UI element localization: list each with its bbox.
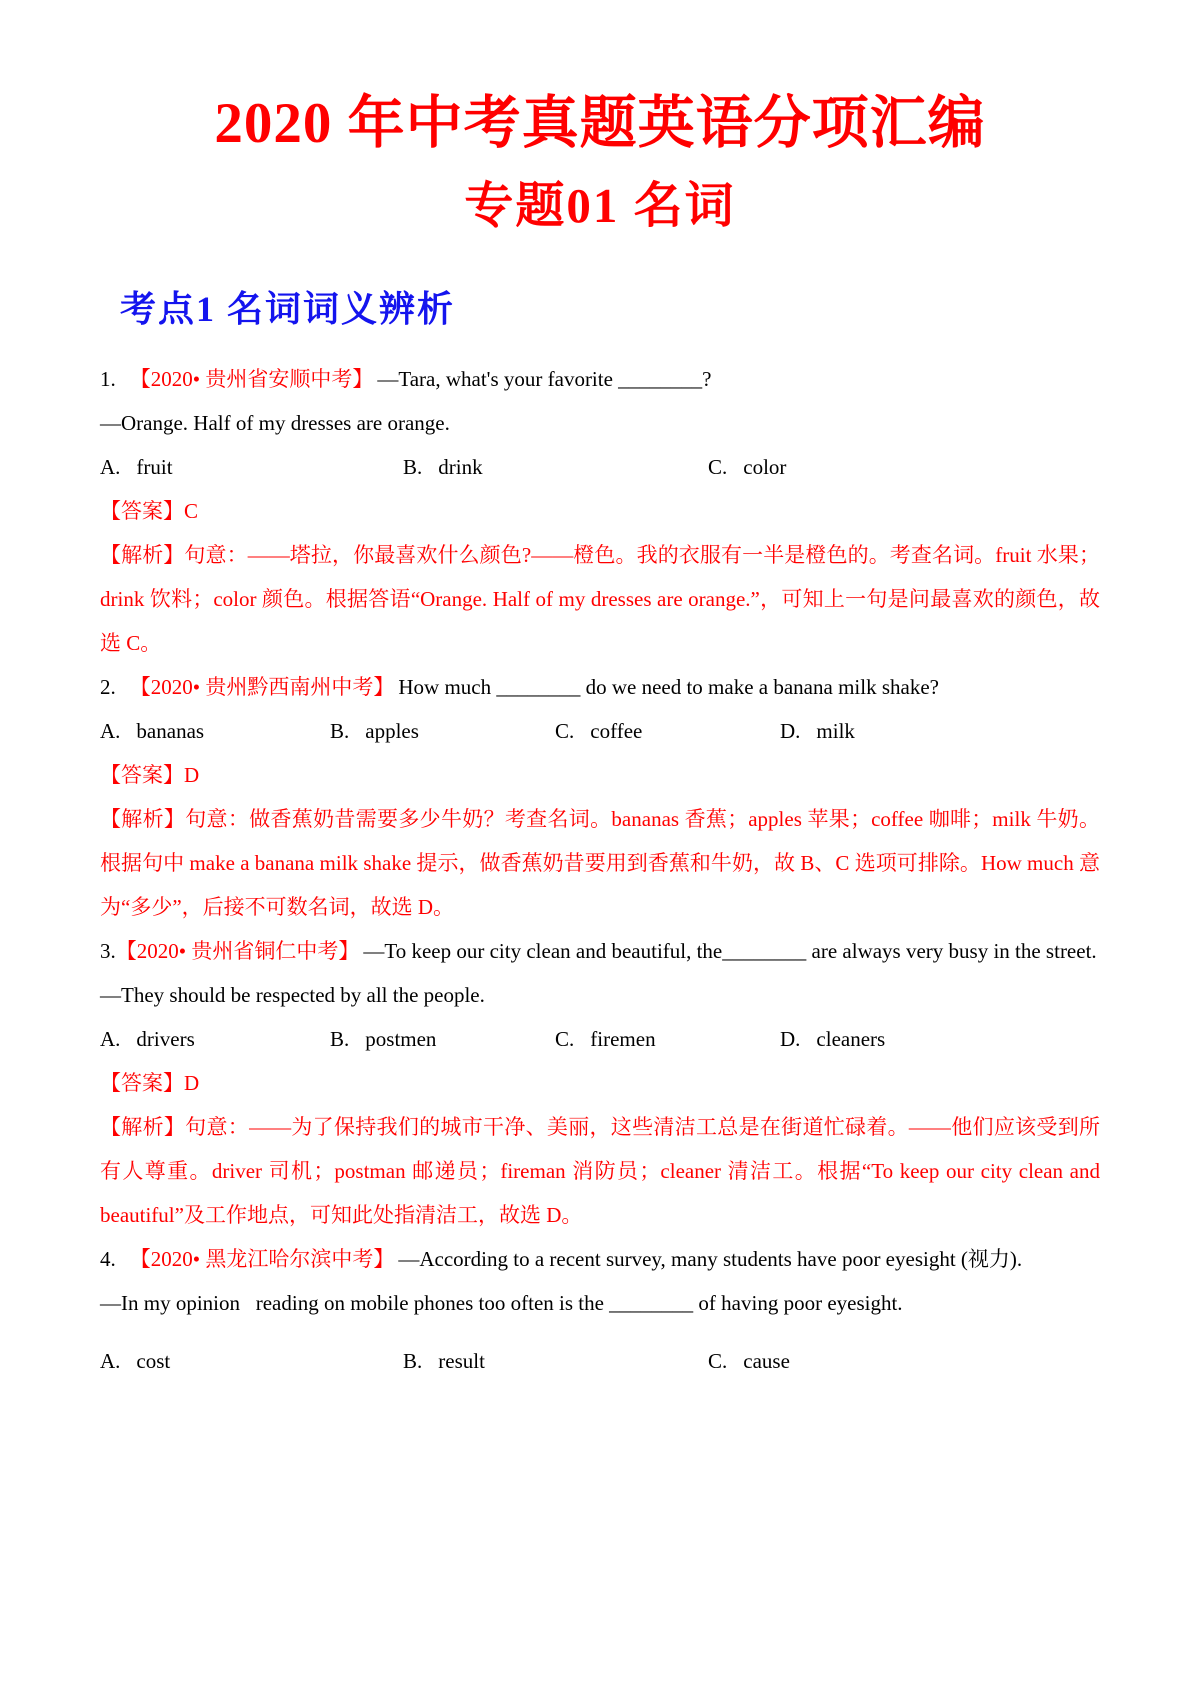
option-c bbox=[555, 1017, 780, 1061]
option-text: coffee bbox=[590, 719, 643, 744]
option-label: B. bbox=[403, 1349, 423, 1374]
option-label: C. bbox=[555, 1027, 575, 1052]
options-row bbox=[100, 1017, 1100, 1061]
option-a bbox=[100, 709, 330, 753]
question-source: 【2020• 贵州省铜仁中考】 bbox=[115, 939, 360, 964]
option-b bbox=[403, 1339, 708, 1383]
option-text: cleaners bbox=[816, 1027, 886, 1052]
question-response-line: —Orange. Half of my dresses are orange. bbox=[100, 411, 450, 436]
option-text: result bbox=[438, 1349, 485, 1374]
question-stem-line bbox=[100, 929, 1100, 973]
question-1 bbox=[100, 357, 1100, 665]
option-text: drivers bbox=[136, 1027, 195, 1052]
analysis-paragraph: 【解析】句意：——塔拉，你最喜欢什么颜色?——橙色。我的衣服有一半是橙色的。考查名词。fruit 水果；drink 饮料；color 颜色。根据答语“Orange. Half of my dresses are orange.”，可知上一句是问最喜欢的颜色，故选 C。 bbox=[100, 543, 1100, 656]
question-number: 3. bbox=[100, 939, 116, 964]
option-text: fruit bbox=[136, 455, 173, 480]
question-response-line: —They should be respected by all the people. bbox=[100, 983, 485, 1008]
question-stem: How much ________ do we need to make a banana milk shake? bbox=[398, 675, 939, 700]
option-label: C. bbox=[708, 1349, 728, 1374]
option-text: cost bbox=[136, 1349, 171, 1374]
option-text: drink bbox=[438, 455, 483, 480]
option-a bbox=[100, 1339, 403, 1383]
question-stem-line bbox=[100, 1237, 1100, 1281]
document-title: 2020 年中考真题英语分项汇编 bbox=[214, 92, 986, 155]
question-number: 2. bbox=[100, 675, 116, 700]
document-subtitle: 专题01 名词 bbox=[464, 178, 736, 234]
options-row bbox=[100, 709, 1100, 753]
option-label: C. bbox=[555, 719, 575, 744]
question-stem-line bbox=[100, 665, 1100, 709]
option-label: A. bbox=[100, 1027, 121, 1052]
question-stem: —To keep our city clean and beautiful, the________ are always very busy in the street. bbox=[363, 939, 1097, 964]
options-row bbox=[100, 445, 1100, 489]
question-stem: —According to a recent survey, many students have poor eyesight (视力). bbox=[398, 1247, 1023, 1272]
option-b bbox=[403, 445, 708, 489]
question-response-line: —In my opinion reading on mobile phones too often is the ________ of having poor eyesight. bbox=[100, 1291, 903, 1316]
option-text: bananas bbox=[136, 719, 205, 744]
answer-line: 【答案】D bbox=[100, 1071, 200, 1096]
option-c bbox=[555, 709, 780, 753]
option-b bbox=[330, 1017, 555, 1061]
analysis-paragraph: 【解析】句意：做香蕉奶昔需要多少牛奶？考查名词。bananas 香蕉；apples 苹果；coffee 咖啡；milk 牛奶。根据句中 make a banana milk shake 提示，做香蕉奶昔要用到香蕉和牛奶，故 B、C 选项可排除。How much 意为“多少”，后接不可数名词，故选 D。 bbox=[100, 807, 1100, 920]
option-label: A. bbox=[100, 1349, 121, 1374]
option-label: B. bbox=[330, 719, 350, 744]
option-c bbox=[708, 445, 1100, 489]
option-text: postmen bbox=[365, 1027, 437, 1052]
option-b bbox=[330, 709, 555, 753]
question-source: 【2020• 贵州省安顺中考】 bbox=[129, 367, 374, 392]
question-stem: —Tara, what's your favorite ________? bbox=[377, 367, 712, 392]
section-heading: 考点1 名词词义辨析 bbox=[120, 289, 456, 330]
question-2 bbox=[100, 665, 1100, 929]
option-text: apples bbox=[365, 719, 419, 744]
option-label: B. bbox=[330, 1027, 350, 1052]
option-d bbox=[780, 1017, 1100, 1061]
option-c bbox=[708, 1339, 1100, 1383]
option-label: A. bbox=[100, 719, 121, 744]
option-text: milk bbox=[816, 719, 855, 744]
options-row bbox=[100, 1339, 1100, 1383]
question-source: 【2020• 黑龙江哈尔滨中考】 bbox=[129, 1247, 395, 1272]
option-text: color bbox=[743, 455, 787, 480]
option-text: firemen bbox=[590, 1027, 656, 1052]
option-a bbox=[100, 445, 403, 489]
answer-line: 【答案】C bbox=[100, 499, 199, 524]
option-label: B. bbox=[403, 455, 423, 480]
option-d bbox=[780, 709, 1100, 753]
question-source: 【2020• 贵州黔西南州中考】 bbox=[129, 675, 395, 700]
analysis-paragraph: 【解析】句意：——为了保持我们的城市干净、美丽，这些清洁工总是在街道忙碌着。——他们应该受到所有人尊重。driver 司机；postman 邮递员；fireman 消防员；cleaner 清洁工。根据“To keep our city clean and beautiful”及工作地点，可知此处指清洁工，故选 D。 bbox=[100, 1115, 1106, 1228]
question-number: 1. bbox=[100, 367, 116, 392]
option-a bbox=[100, 1017, 330, 1061]
option-label: A. bbox=[100, 455, 121, 480]
option-text: cause bbox=[743, 1349, 790, 1374]
option-label: D. bbox=[780, 719, 801, 744]
question-number: 4. bbox=[100, 1247, 116, 1272]
question-3 bbox=[100, 929, 1106, 1237]
question-4 bbox=[100, 1237, 1100, 1383]
question-stem-line bbox=[100, 357, 1100, 401]
answer-line: 【答案】D bbox=[100, 763, 200, 788]
option-label: C. bbox=[708, 455, 728, 480]
option-label: D. bbox=[780, 1027, 801, 1052]
